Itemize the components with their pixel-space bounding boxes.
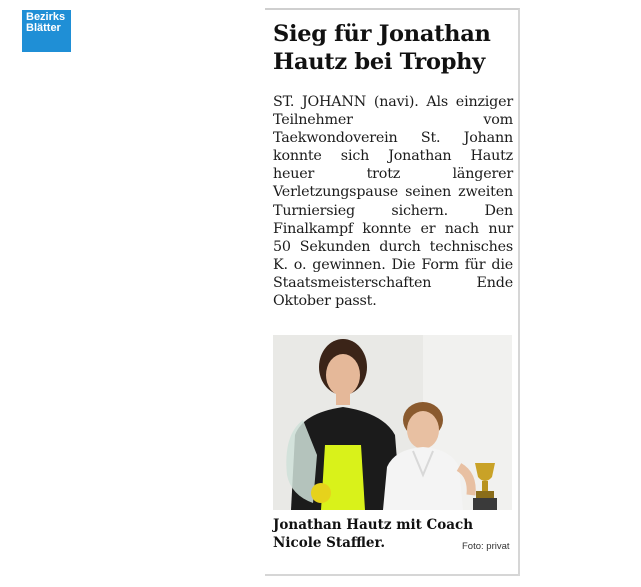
logo-line-1: Bezirks <box>26 11 66 23</box>
bezirksblaetter-logo <box>22 10 71 52</box>
photo-illustration <box>273 335 512 510</box>
article-headline: Sieg für Jonathan Hautz bei Trophy <box>273 21 491 75</box>
article-photo <box>273 335 512 510</box>
photo-credit: Foto: privat <box>462 541 510 552</box>
photo-caption: Jonathan Hautz mit Coach Nicole Staffler. <box>273 517 474 551</box>
article-body: ST. JOHANN (navi). Als einziger Teilnehmer vom Taekwondoverein St. Johann konnte sich Jonathan Hautz heuer trotz längerer Verletzungspause seinen zweiten Turniersieg sichern. Den Finalkampf konnte er nach nur 50 Sekunden durch technisches K. o. gewinnen. Die Form für die Staatsmeisterschaften Ende Oktober passt. <box>273 94 513 310</box>
logo-line-2: Blätter <box>26 22 61 34</box>
